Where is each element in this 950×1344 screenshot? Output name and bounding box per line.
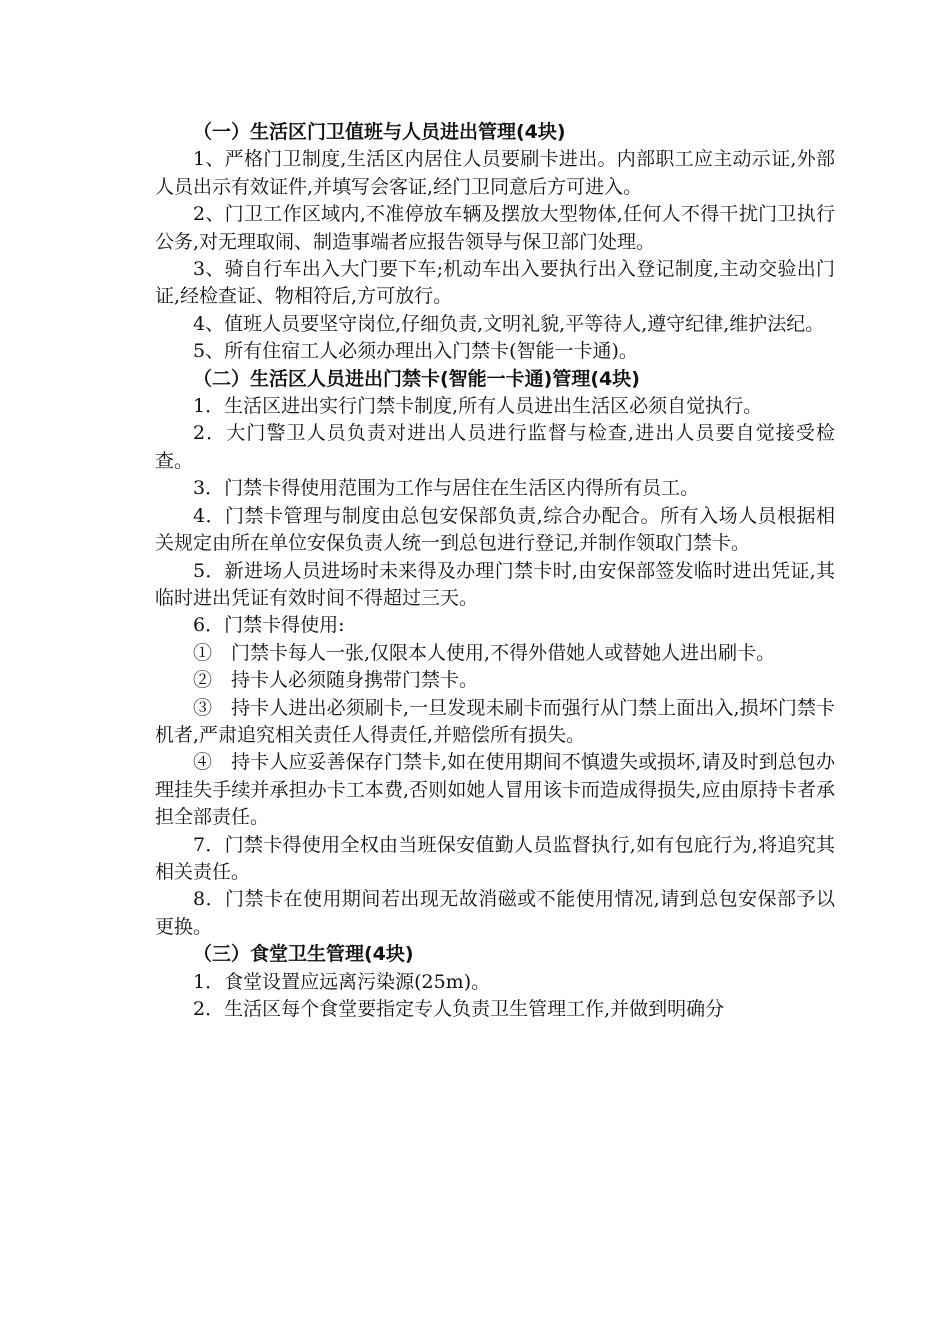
paragraph: 7．门禁卡得使用全权由当班保安值勤人员监督执行,如有包庇行为,将追究其相关责任。 <box>155 833 835 883</box>
list-item: ④ 持卡人应妥善保存门禁卡,如在使用期间不慎遗失或损坏,请及时到总包办理挂失手续并承担办卡工本费,否则如她人冒用该卡而造成得损失,应由原持卡者承担全部责任。 <box>155 751 835 829</box>
list-item: ③ 持卡人进出必须刷卡,一旦发现未刷卡而强行从门禁上面出入,损坏门禁卡机者,严肃追究相关责任人得责任,并赔偿所有损失。 <box>155 696 835 746</box>
paragraph: 8．门禁卡在使用期间若出现无故消磁或不能使用情况,请到总包安保部予以更换。 <box>155 888 835 938</box>
paragraph: 4．门禁卡管理与制度由总包安保部负责,综合办配合。所有入场人员根据相关规定由所在单位安保负责人统一到总包进行登记,并制作领取门禁卡。 <box>155 504 835 555</box>
paragraph: 5、所有住宿工人必须办理出入门禁卡(智能一卡通)。 <box>193 340 638 363</box>
section-heading-2: （二）生活区人员进出门禁卡(智能一卡通)管理(4块) <box>193 367 640 390</box>
paragraph: 4、值班人员要坚守岗位,仔细负责,文明礼貌,平等待人,遵守纪律,维护法纪。 <box>193 312 825 335</box>
list-item: ② 持卡人必须随身携带门禁卡。 <box>193 669 479 692</box>
paragraph: 3．门禁卡得使用范围为工作与居住在生活区内得所有员工。 <box>193 477 700 500</box>
paragraph: 5．新进场人员进场时未来得及办理门禁卡时,由安保部签发临时进出凭证,其临时进出凭证有效时间不得超过三天。 <box>155 559 835 609</box>
paragraph: 1．生活区进出实行门禁卡制度,所有人员进出生活区必须自觉执行。 <box>193 395 763 418</box>
paragraph: 1．食堂设置应远离污染源(25m)。 <box>193 970 491 993</box>
list-item: ① 门禁卡每人一张,仅限本人使用,不得外借她人或替她人进出刷卡。 <box>193 641 776 664</box>
paragraph: 2、门卫工作区域内,不准停放车辆及摆放大型物体,任何人不得干扰门卫执行公务,对无理取闹、制造事端者应报告领导与保卫部门处理。 <box>155 203 835 253</box>
paragraph: 6．门禁卡得使用: <box>193 614 345 637</box>
paragraph: 2．大门警卫人员负责对进出人员进行监督与检查,进出人员要自觉接受检查。 <box>155 422 835 472</box>
paragraph: 2．生活区每个食堂要指定专人负责卫生管理工作,并做到明确分 <box>193 998 725 1020</box>
section-heading-3: （三）食堂卫生管理(4块) <box>193 943 414 966</box>
document-body <box>155 119 835 1023</box>
paragraph: 1、严格门卫制度,生活区内居住人员要刷卡进出。内部职工应主动示证,外部人员出示有效证件,并填写会客证,经门卫同意后方可进入。 <box>155 148 835 198</box>
paragraph: 3、骑自行车出入大门要下车;机动车出入要执行出入登记制度,主动交验出门证,经检查证、物相符后,方可放行。 <box>155 258 835 308</box>
section-heading-1: （一）生活区门卫值班与人员进出管理(4块) <box>193 121 566 143</box>
